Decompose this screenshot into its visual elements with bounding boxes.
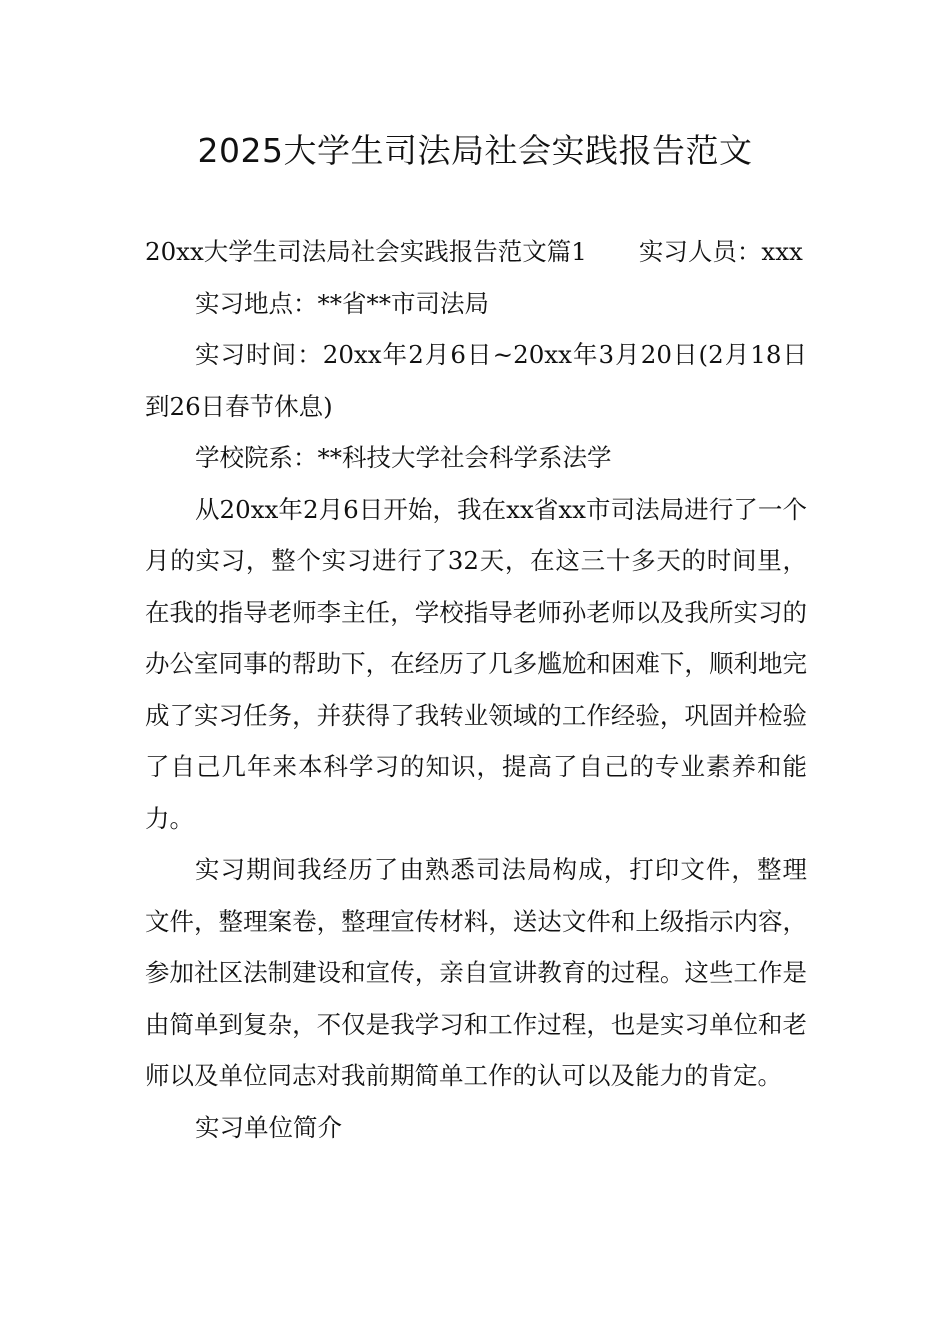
paragraph-1: 从20xx年2月6日开始，我在xx省xx市司法局进行了一个月的实习，整个实习进行了32天，在这三十多天的时间里，在我的指导老师李主任，学校指导老师孙老师以及我所实习的办公室同事的帮助下，在经历了几多尴尬和困难下，顺利地完成了实习任务，并获得了我转业领域的工作经验，巩固并检验了自己几年来本科学习的知识，提高了自己的专业素养和能力。 xyxy=(145,494,807,833)
article-heading: 20xx大学生司法局社会实践报告范文篇1 xyxy=(145,237,587,266)
field-school: 学校院系：**科技大学社会科学系法学 xyxy=(195,443,612,472)
document-title: 2025大学生司法局社会实践报告范文 xyxy=(197,131,753,170)
paragraph-2: 实习期间我经历了由熟悉司法局构成，打印文件，整理文件，整理案卷，整理宣传材料，送达文件和上级指示内容，参加社区法制建设和宣传，亲自宣讲教育的过程。这些工作是由简单到复杂，不仅是我学习和工作过程，也是实习单位和老师以及单位同志对我前期简单工作的认可以及能力的肯定。 xyxy=(145,855,807,1090)
field-personnel: 实习人员：xxx xyxy=(638,237,803,266)
document-body xyxy=(145,226,807,1153)
field-location: 实习地点：**省**市司法局 xyxy=(195,288,489,318)
intro-line xyxy=(145,226,807,278)
field-time: 实习时间：20xx年2月6日~20xx年3月20日(2月18日到26日春节休息) xyxy=(145,340,807,421)
section-heading: 实习单位简介 xyxy=(195,1112,342,1142)
